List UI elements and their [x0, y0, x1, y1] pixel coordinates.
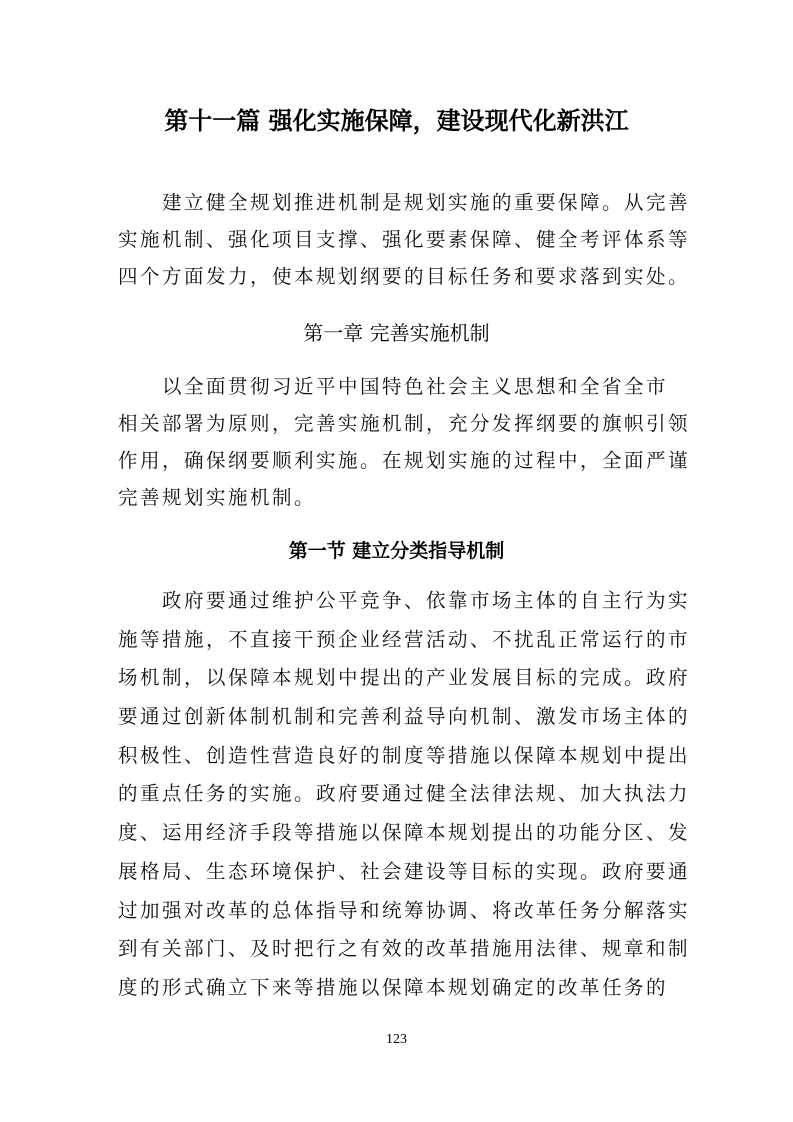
- paragraph-line: 度、运用经济手段等措施以保障本规划提出的功能分区、发: [118, 821, 691, 845]
- paragraph-line: 过加强对改革的总体指导和统筹协调、将改革任务分解落实: [118, 898, 691, 922]
- paragraph-line: 的重点任务的实施。政府要通过健全法律法规、加大执法力: [118, 782, 691, 806]
- paragraph-line: 度的形式确立下来等措施以保障本规划确定的改革任务的: [118, 975, 669, 999]
- paragraph-line: 施等措施，不直接干预企业经营活动、不扰乱正常运行的市: [118, 627, 691, 651]
- paragraph-line: 完善规划实施机制。: [118, 486, 317, 509]
- paragraph-line: 作用，确保纲要顺利实施。在规划实施的过程中，全面严谨: [118, 449, 691, 472]
- part-title: 第十一篇 强化实施保障，建设现代化新洪江: [164, 107, 629, 135]
- chapter-paragraph: [118, 368, 691, 516]
- paragraph-line: 要通过创新体制机制和完善利益导向机制、激发市场主体的: [118, 705, 691, 729]
- page-number: 123: [386, 1032, 407, 1047]
- paragraph-line: 实施机制、强化项目支撑、强化要素保障、健全考评体系等: [118, 228, 691, 251]
- section-title: 第一节 建立分类指导机制: [288, 540, 505, 562]
- section-paragraph: [118, 582, 691, 1008]
- paragraph-line: 以全面贯彻习近平中国特色社会主义思想和全省全市: [118, 375, 669, 398]
- intro-paragraph: [118, 184, 691, 295]
- paragraph-line: 到有关部门、及时把行之有效的改革措施用法律、规章和制: [118, 937, 691, 961]
- paragraph-line: 展格局、生态环境保护、社会建设等目标的实现。政府要通: [118, 859, 691, 883]
- paragraph-line: 相关部署为原则，完善实施机制，充分发挥纲要的旗帜引领: [118, 412, 691, 435]
- paragraph-line: 建立健全规划推进机制是规划实施的重要保障。从完善: [118, 191, 691, 214]
- paragraph-line: 政府要通过维护公平竞争、依靠市场主体的自主行为实: [118, 589, 691, 612]
- chapter-title: 第一章 完善实施机制: [303, 321, 490, 345]
- paragraph-line: 积极性、创造性营造良好的制度等措施以保障本规划中提出: [118, 743, 691, 767]
- paragraph-line: 场机制，以保障本规划中提出的产业发展目标的完成。政府: [118, 666, 691, 690]
- paragraph-line: 四个方面发力，使本规划纲要的目标任务和要求落到实处。: [118, 265, 691, 288]
